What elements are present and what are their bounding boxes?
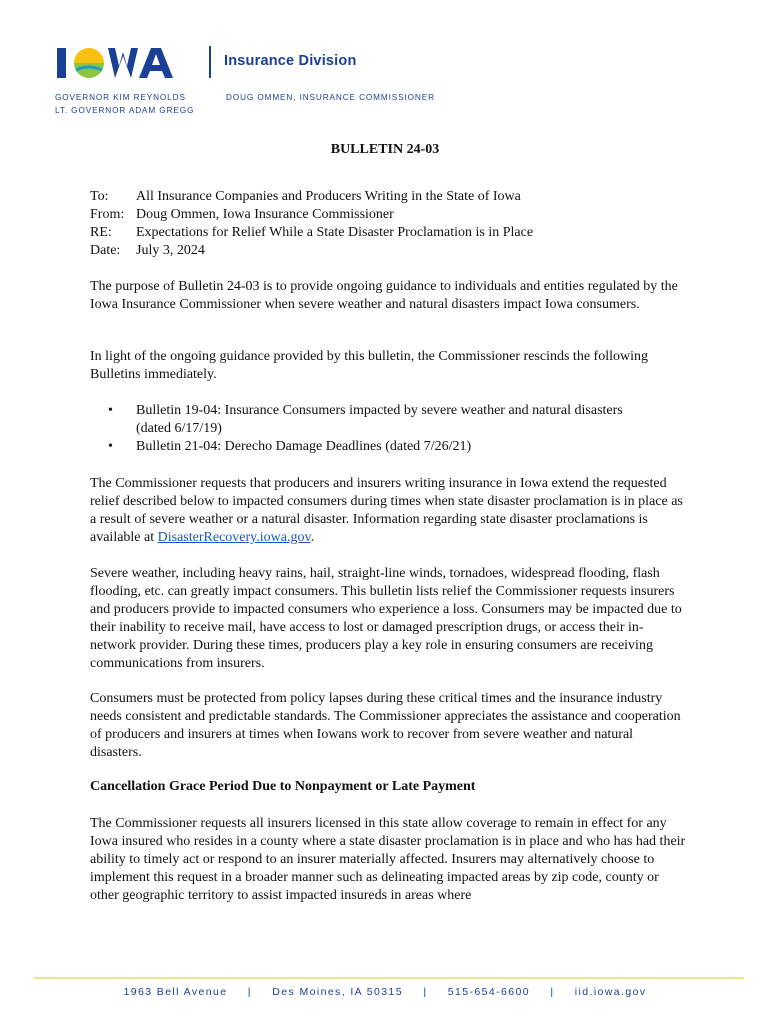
- footer-divider: [34, 977, 744, 979]
- footer-separator: |: [550, 986, 555, 998]
- disaster-recovery-link[interactable]: DisasterRecovery.iowa.gov: [157, 530, 311, 545]
- iowa-logo: [55, 44, 200, 82]
- memo-value: Doug Ommen, Iowa Insurance Commissioner: [136, 207, 394, 222]
- section-heading: Cancellation Grace Period Due to Nonpayment or Late Payment: [90, 779, 476, 794]
- letterhead: [0, 0, 770, 120]
- footer-address: 1963 Bell Avenue: [123, 986, 228, 998]
- division-name: Insurance Division: [224, 53, 357, 69]
- list-item-line: Bulletin 21-04: Derecho Damage Deadlines (dated 7/26/21): [136, 439, 472, 454]
- memo-value: All Insurance Companies and Producers Writing in the State of Iowa: [136, 189, 521, 204]
- footer: [0, 986, 770, 998]
- footer-city: Des Moines, IA 50315: [272, 986, 403, 998]
- list-item: [108, 438, 668, 456]
- footer-phone: 515-654-6600: [447, 986, 530, 998]
- footer-separator: |: [423, 986, 428, 998]
- memo-value: July 3, 2024: [136, 243, 205, 258]
- memo-date: [90, 242, 533, 260]
- severe-weather-paragraph: Severe weather, including heavy rains, hail, straight-line winds, tornadoes, widespread flooding, flash flooding, etc. can greatly impact consumers. This bulletin lists relief the Commissioner requests insurers and producers provide to impacted consumers who experience a loss. Consumers may be impacted due to their inability to receive mail, have access to lost or damaged prescription drugs, or access their in-network provider. During these times, producers play a key role in ensuring consumers are receiving communications from insurers.: [90, 566, 682, 671]
- memo-re: [90, 224, 533, 242]
- list-item: [108, 402, 668, 438]
- list-item-line: (dated 6/17/19): [136, 421, 222, 436]
- logo-divider: [209, 46, 211, 78]
- bulletin-title: BULLETIN 24-03: [330, 142, 440, 157]
- protection-paragraph: Consumers must be protected from policy lapses during these critical times and the insurance industry needs consistent and predictable standards. The Commissioner appreciates the assistance and cooperation of producers and insurers at times when Iowans work to recover from severe weather and natural disasters.: [90, 691, 681, 760]
- footer-separator: |: [247, 986, 252, 998]
- bullet-icon: •: [108, 403, 113, 418]
- memo-label: From:: [90, 207, 125, 222]
- requests-text: The Commissioner requests that producers and insurers writing insurance in Iowa extend the requested relief described below to impacted consumers during times when state disaster proclamation is in place as a result of severe weather or a natural disaster. Information regarding state disaster proclamations is available at: [90, 476, 683, 545]
- list-item-text: [136, 402, 623, 438]
- grace-period-paragraph: The Commissioner requests all insurers licensed in this state allow coverage to remain in effect for any Iowa insured who resides in a county where a state disaster proclamation is in place and who has had their ability to timely act or respond to an insurer materially affected. Insurers may alternatively choose to implement this request in a broader manner such as delineating impacted areas by zip code, county or other geographic territory to assist impacted insureds in areas where: [90, 816, 686, 903]
- memo-label: Date:: [90, 243, 121, 258]
- requests-paragraph: [90, 475, 686, 547]
- memo-label: To:: [90, 189, 109, 204]
- commissioner-name: DOUG OMMEN, INSURANCE COMMISSIONER: [226, 93, 435, 102]
- footer-website[interactable]: iid.iowa.gov: [574, 986, 647, 998]
- bullet-icon: •: [108, 439, 113, 454]
- governor-name: GOVERNOR KIM REYNOLDS: [55, 93, 186, 102]
- memo-from: [90, 206, 533, 224]
- list-item-line: Bulletin 19-04: Insurance Consumers impacted by severe weather and natural disasters: [136, 403, 623, 418]
- lt-governor-name: LT. GOVERNOR ADAM GREGG: [55, 106, 195, 115]
- requests-text-end: .: [310, 530, 315, 545]
- rescinded-bulletins-list: [108, 402, 668, 456]
- rescind-paragraph: In light of the ongoing guidance provided by this bulletin, the Commissioner rescinds the following Bulletins immediately.: [90, 349, 648, 382]
- iowa-logo-graphic: [55, 44, 200, 82]
- memo-to: [90, 188, 533, 206]
- memo-block: [90, 188, 533, 260]
- memo-label: RE:: [90, 225, 112, 240]
- purpose-paragraph: The purpose of Bulletin 24-03 is to provide ongoing guidance to individuals and entities regulated by the Iowa Insurance Commissioner when severe weather and natural disasters impact Iowa consumers.: [90, 279, 678, 312]
- memo-value: Expectations for Relief While a State Disaster Proclamation is in Place: [136, 225, 534, 240]
